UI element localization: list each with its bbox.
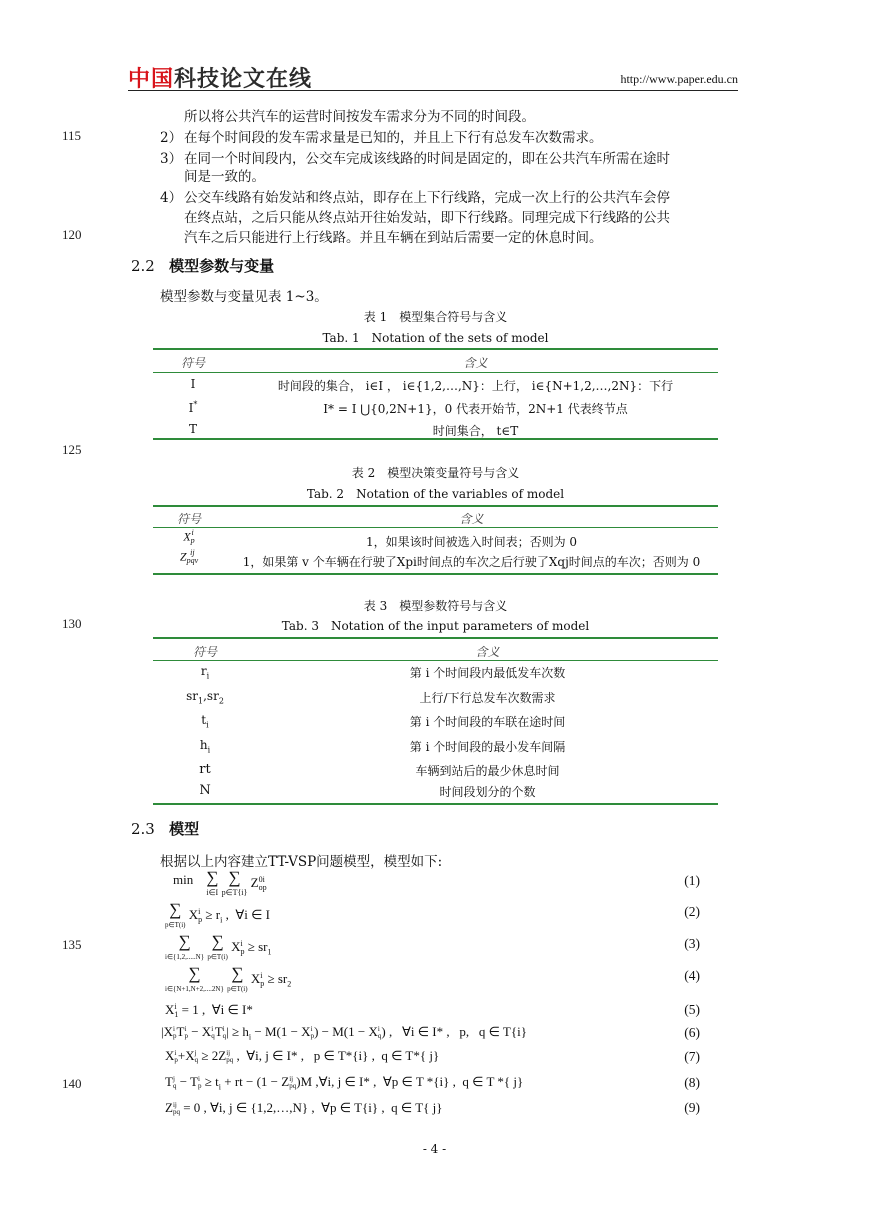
- table1-mid-rule: [153, 372, 718, 373]
- line-number: 135: [62, 937, 82, 952]
- table2-caption-cn: 表 2 模型决策变量符号与含义: [351, 466, 520, 480]
- table3-symbol: $t_i$: [201, 713, 209, 730]
- line-number: 125: [62, 442, 82, 457]
- section-intro: 根据以上内容建立TT-VSP问题模型，模型如下:: [160, 854, 443, 870]
- header-url: http://www.paper.edu.cn: [620, 72, 738, 86]
- assumption-text: 在同一个时间段内，公交车完成该线路的时间是固定的，即在公共汽车所需在途时: [184, 151, 670, 167]
- equation-8: Tj q − Ti $p \ge t_i$ + rt − (1 − Zij pq)M ,∀i, j ∈ I* , ∀p ∈ T *{i} , q ∈ T *{ j}: [165, 1074, 524, 1092]
- line-number: 120: [62, 227, 82, 242]
- table3-top-rule: [153, 637, 718, 639]
- table3-header-meaning: 含义: [475, 645, 500, 659]
- assumption-text: 在终点站，之后只能从终点站开往始发站，即下行线路。同理完成下行线路的公共: [184, 210, 670, 226]
- table3-meaning: 时间段划分的个数: [439, 785, 536, 799]
- table3-symbol: N: [199, 783, 211, 798]
- equation-4: ∑ i∈{N+1,N+2,....2N} ∑ p∈T(i) Xi $p \ge sr_2$: [165, 964, 292, 993]
- equation-number: (9): [684, 1100, 700, 1115]
- table3-meaning: 车辆到站后的最少休息时间: [415, 764, 560, 778]
- equation-number: (7): [684, 1049, 700, 1064]
- table1-header-meaning: 含义: [463, 356, 488, 370]
- table2-symbol: Xi p: [183, 528, 195, 545]
- table3-symbol: $h_i$: [199, 738, 211, 755]
- line-number: 115: [62, 128, 82, 143]
- line-number: 140: [62, 1076, 82, 1091]
- table1-symbol: I*: [188, 400, 198, 415]
- assumption-text: 所以将公共汽车的运营时间按发车需求分为不同的时间段。: [184, 109, 535, 125]
- equation-number: (3): [684, 936, 700, 951]
- equation-number: (5): [684, 1002, 700, 1017]
- table3-caption-cn: 表 3 模型参数符号与含义: [363, 599, 508, 613]
- table1-symbol: T: [188, 422, 197, 436]
- table3-meaning: 上行/下行总发车次数需求: [419, 691, 556, 705]
- section-intro: 模型参数与变量见表 1~3。: [160, 289, 328, 305]
- assumption-text: 在每个时间段的发车需求量是已知的，并且上下行有总发车次数需求。: [184, 130, 603, 146]
- assumption-text: 公交车线路有始发站和终点站，即存在上下行线路，完成一次上行的公共汽车会停: [184, 190, 670, 206]
- table1-meaning: I* = I ⋃{0,2N+1}，0 代表开始节，2N+1 代表终节点: [323, 402, 628, 416]
- equation-2: ∑ p∈T(i) Xi $p \ge r_i$ , ∀i ∈ I: [165, 900, 270, 929]
- table2-meaning: 1，如果该时间被选入时间表；否则为 0: [365, 535, 578, 549]
- table3-bottom-rule: [153, 803, 718, 805]
- table3-meaning: 第 i 个时间段的最小发车间隔: [409, 740, 566, 754]
- table2-symbol: Z ij pqv: [179, 548, 199, 565]
- table1-header-symbol: 符号: [180, 356, 205, 370]
- table1-meaning: 时间段的集合， i∈I ， i∈{1,2,…,N}：上行， i∈{N+1,2,…,2N}：下行: [277, 379, 674, 393]
- assumption-text: 汽车之后只能进行上行线路。并且车辆在到站后需要一定的休息时间。: [184, 230, 603, 246]
- section-heading: 2.3 模型: [131, 820, 200, 838]
- equation-3: ∑ i∈{1,2,.....N} ∑ p∈T(i) Xi $p \ge sr_1$: [165, 932, 272, 961]
- section-heading: 2.2 模型参数与变量: [131, 257, 275, 275]
- page-number: - 4 -: [422, 1142, 447, 1156]
- equation-5: Xi 1 = 1 , ∀i ∈ I*: [165, 1002, 253, 1020]
- equation-number: (1): [684, 873, 700, 888]
- table3-header-symbol: 符号: [192, 645, 217, 659]
- table2-top-rule: [153, 505, 718, 507]
- table3-caption-en: Tab. 3 Notation of the input parameters of model: [281, 619, 590, 633]
- table2-caption-en: Tab. 2 Notation of the variables of model: [306, 487, 565, 501]
- table3-symbol: $sr_1,sr_2$: [186, 689, 224, 706]
- table1-meaning: 时间集合， t∈T: [432, 424, 519, 438]
- table2-mid-rule: [153, 527, 718, 528]
- equation-number: (2): [684, 904, 700, 919]
- table1-symbol: I: [190, 377, 196, 391]
- table3-meaning: 第 i 个时间段的车联在途时间: [409, 715, 566, 729]
- line-number: 130: [62, 616, 82, 631]
- table2-header-meaning: 含义: [459, 512, 484, 526]
- list-index: 2）: [160, 130, 183, 146]
- assumption-text: 间是一致的。: [184, 169, 265, 185]
- table2-header-symbol: 符号: [176, 512, 201, 526]
- table2-bottom-rule: [153, 573, 718, 575]
- equation-1: min ∑ i∈I ∑ p∈T{i} Z0i op: [173, 868, 267, 897]
- table3-meaning: 第 i 个时间段内最低发车次数: [409, 666, 566, 680]
- equation-number: (8): [684, 1075, 700, 1090]
- table2-meaning: 1，如果第 v 个车辆在行驶了Xpi时间点的车次之后行驶了Xqj时间点的车次；否则为 0: [242, 555, 701, 569]
- table1-top-rule: [153, 348, 718, 350]
- journal-logo: 中国科技论文在线: [128, 67, 313, 92]
- equation-7: Xi p+Xj q ≥ 2Zij pq , ∀i, j ∈ I* , p ∈ T*{i} , q ∈ T*{ j}: [165, 1048, 440, 1065]
- list-index: 3）: [160, 151, 183, 167]
- table1-bottom-rule: [153, 438, 718, 440]
- equation-9: Zij pq = 0 , ∀i, j ∈ {1,2,…,N} , ∀p ∈ T{i} , q ∈ T{ j}: [165, 1100, 443, 1117]
- table3-mid-rule: [153, 660, 718, 661]
- header-rule: [128, 90, 738, 91]
- table3-symbol: $r_i$: [200, 664, 210, 681]
- table1-caption-en: Tab. 1 Notation of the sets of model: [322, 331, 549, 345]
- equation-number: (6): [684, 1025, 700, 1040]
- table3-symbol: rt: [199, 762, 211, 777]
- list-index: 4）: [160, 190, 183, 206]
- equation-number: (4): [684, 968, 700, 983]
- equation-6: |Xi pTi p − Xi qTi $q| \ge h_i - M(1 - Xi$ p) − M(1 − Xi q) , ∀i ∈ I* , p, q ∈ T{i}: [161, 1024, 527, 1042]
- table1-caption-cn: 表 1 模型集合符号与含义: [363, 310, 508, 324]
